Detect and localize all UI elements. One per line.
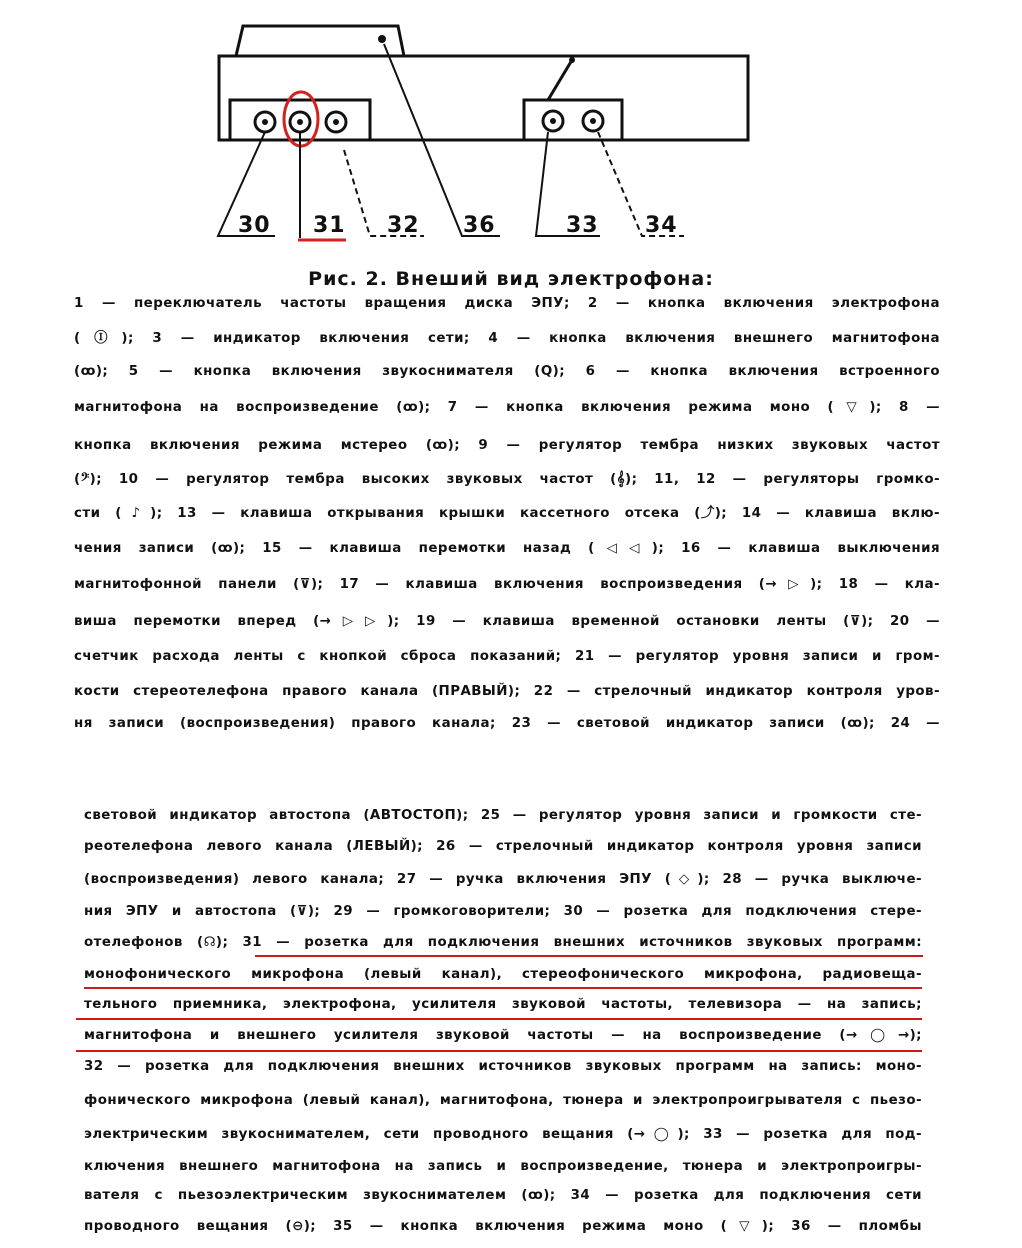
legend-line: ния ЭПУ и автостопа (⊽); 29 — громкоговорители; 30 — розетка для подключения стере- — [84, 904, 922, 919]
legend-line: отелефонов (☊); 31 — розетка для подключения внешних источников звуковых программ: — [84, 935, 922, 950]
callout-36: 36 — [463, 213, 496, 238]
seal-stick — [548, 60, 572, 100]
legend-line: фонического микрофона (левый канал), магнитофона, тюнера и электропроигрывателя с пьезо- — [84, 1093, 922, 1108]
highlight-underline — [255, 955, 923, 957]
callout-33: 33 — [566, 213, 599, 238]
legend-line: (𝄢); 10 — регулятор тембра высоких звуковых частот (𝄞); 11, 12 — регуляторы громко- — [74, 472, 940, 487]
legend-line: кости стереотелефона правого канала (ПРАВЫЙ); 22 — стрелочный индикатор контроля уров- — [74, 684, 940, 699]
legend-line: ня записи (воспроизведения) правого канала; 23 — световой индикатор записи (ꝏ); 24 — — [74, 716, 940, 731]
legend-line: виша перемотки вперед (→▷▷); 19 — клавиша временной остановки ленты (⊽); 20 — — [74, 614, 940, 629]
legend-line: магнитофона и внешнего усилителя звуковой частоты — на воспроизведение (→◯→); — [84, 1028, 922, 1043]
callout-32: 32 — [387, 213, 420, 238]
socket-30 — [255, 112, 275, 132]
legend-line: проводного вещания (⊖); 35 — кнопка включения режима моно (▽); 36 — пломбы — [84, 1219, 922, 1234]
socket-34 — [583, 111, 603, 131]
figure-caption: Рис. 2. Внеший вид электрофона: — [308, 268, 714, 290]
socket-33 — [543, 111, 563, 131]
legend-line: (воспроизведения) левого канала; 27 — ручка включения ЭПУ (◇); 28 — ручка выключе- — [84, 872, 922, 887]
highlight-underline — [76, 1018, 922, 1020]
legend-line: сти (♪); 13 — клавиша открывания крышки кассетного отсека (⤴); 14 — клавиша вклю- — [74, 506, 940, 521]
legend-line: вателя с пьезоэлектрическим звукоснимателем (ꝏ); 34 — розетка для подключения сети — [84, 1188, 922, 1203]
right-socket-panel — [524, 100, 622, 140]
legend-line: (Ⓘ); 3 — индикатор включения сети; 4 — кнопка включения внешнего магнитофона — [74, 331, 940, 346]
callout-30: 30 — [238, 213, 271, 238]
legend-line: магнитофона на воспроизведение (ꝏ); 7 — кнопка включения режима моно (▽); 8 — — [74, 400, 940, 415]
socket-31 — [290, 112, 310, 132]
legend-line: монофонического микрофона (левый канал), стереофонического микрофона, радиовеща- — [84, 967, 922, 982]
socket-32 — [326, 112, 346, 132]
legend-line: кнопка включения режима мстерео (ꝏ); 9 — регулятор тембра низких звуковых частот — [74, 438, 940, 453]
legend-line: 1 — переключатель частоты вращения диска ЭПУ; 2 — кнопка включения электрофона — [74, 296, 940, 311]
legend-line: световой индикатор автостопа (АВТОСТОП); 25 — регулятор уровня записи и громкости сте- — [84, 808, 922, 823]
legend-line: реотелефона левого канала (ЛЕВЫЙ); 26 — стрелочный индикатор контроля уровня записи — [84, 839, 922, 854]
legend-line: магнитофонной панели (⊽); 17 — клавиша включения воспроизведения (→▷); 18 — кла- — [74, 577, 940, 592]
legend-line: электрическим звукоснимателем, сети проводного вещания (→◯); 33 — розетка для под- — [84, 1127, 922, 1142]
callout-34: 34 — [645, 213, 678, 238]
legend-line: 32 — розетка для подключения внешних источников звуковых программ на запись: моно- — [84, 1059, 922, 1074]
legend-line: чения записи (ꝏ); 15 — клавиша перемотки назад (◁◁); 16 — клавиша выключения — [74, 541, 940, 556]
legend-line: ключения внешнего магнитофона на запись и воспроизведение, тюнера и электропроигры- — [84, 1159, 922, 1174]
legend-line: (ꝏ); 5 — кнопка включения звукоснимателя (Q); 6 — кнопка включения встроенного — [74, 364, 940, 379]
legend-line: счетчик расхода ленты с кнопкой сброса показаний; 21 — регулятор уровня записи и гром- — [74, 649, 940, 664]
callout-31: 31 — [313, 213, 346, 238]
highlight-underline — [76, 1050, 922, 1052]
legend-line: тельного приемника, электрофона, усилителя звуковой частоты, телевизора — на запись; — [84, 997, 922, 1012]
highlight-underline — [84, 987, 922, 989]
body-outline — [219, 56, 748, 140]
device-diagram — [0, 0, 1022, 260]
